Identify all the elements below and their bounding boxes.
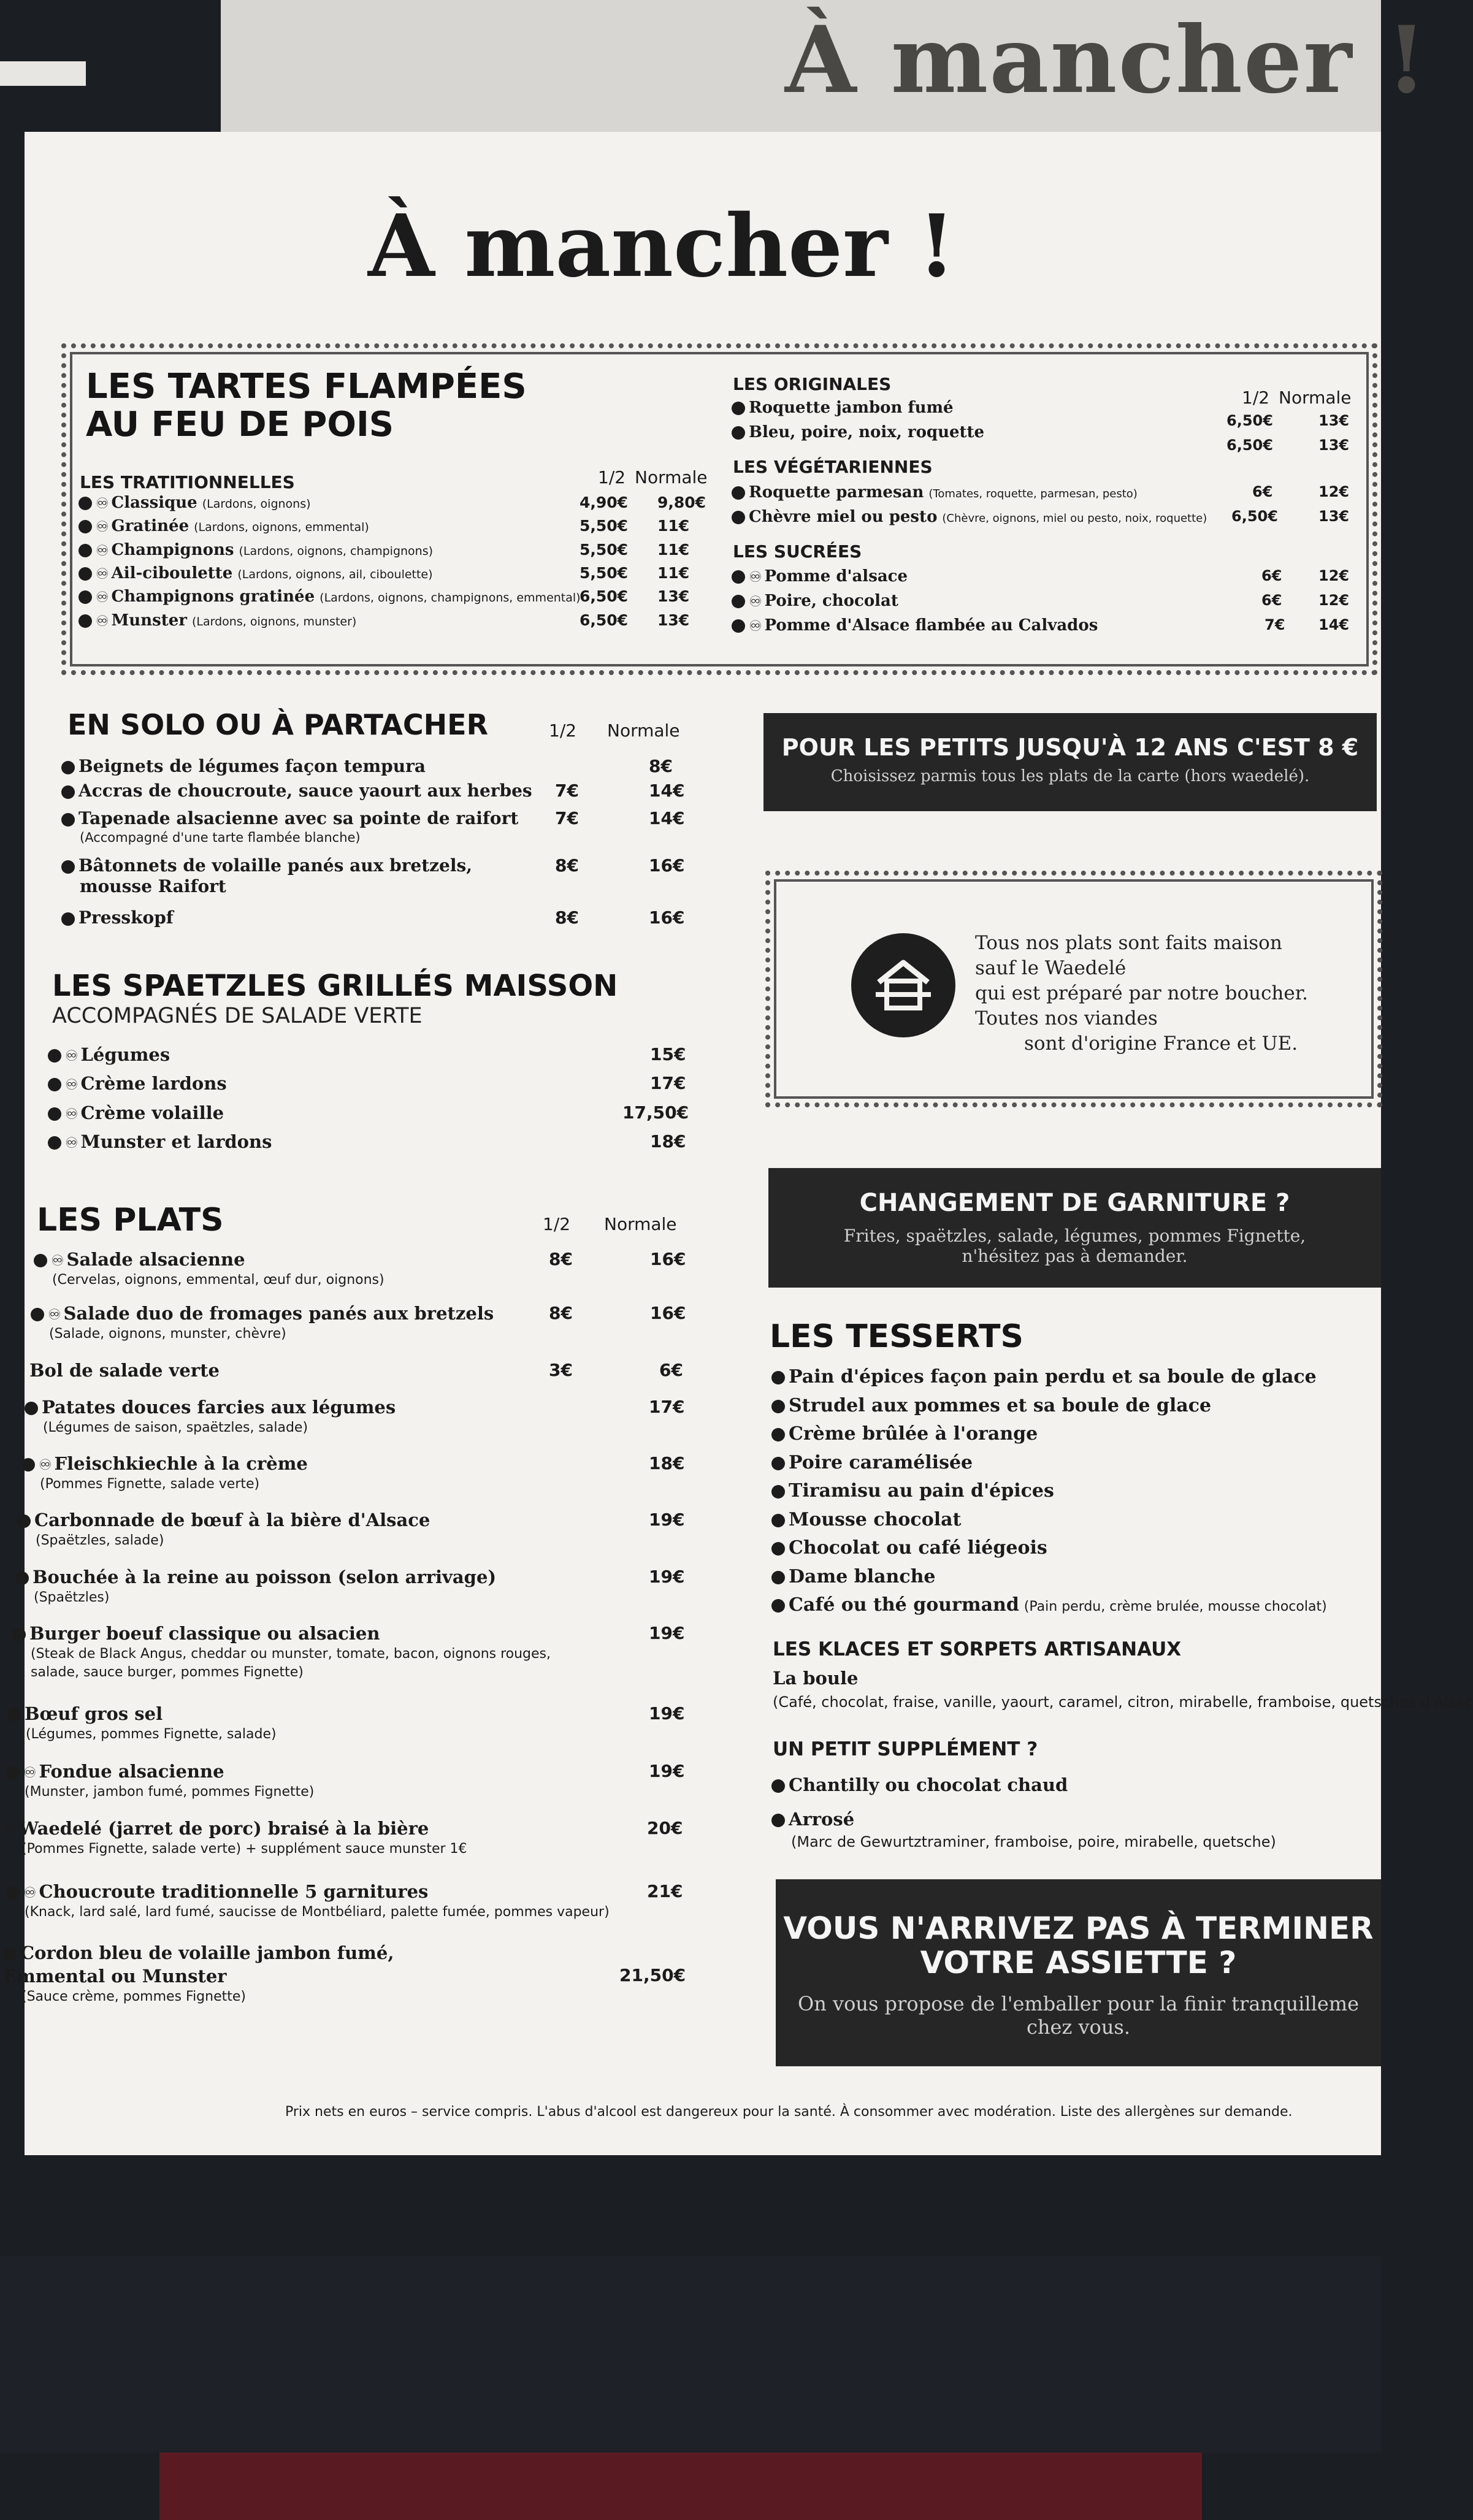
bullet-icon bbox=[61, 912, 75, 926]
solo-normal-price: 16€ bbox=[649, 855, 685, 876]
spaetzle-subtitle: ACCOMPAGNÉS DE SALADE VERTE bbox=[52, 1004, 423, 1028]
dessert-name: Dame blanche bbox=[789, 1566, 936, 1587]
solo-name: Accras de choucroute, sauce yaourt aux herbes bbox=[78, 781, 532, 801]
tarte-desc: (Lardons, oignons, emmental) bbox=[194, 521, 369, 534]
doggy-line1: On vous propose de l'emballer pour la finir tranquilleme bbox=[797, 1992, 1360, 2015]
vegetarian-icon: ♾ bbox=[65, 1105, 78, 1123]
tarte-half-price: 6€ bbox=[1252, 483, 1273, 500]
tradi-col-normal: Normale bbox=[635, 467, 708, 487]
tarte-name: Ail-ciboulette bbox=[111, 564, 233, 582]
background-dark-lap bbox=[0, 2256, 1381, 2453]
bullet-icon bbox=[771, 1428, 785, 1441]
solo-row bbox=[61, 808, 518, 829]
plat-normal-price: 21,50€ bbox=[619, 1965, 686, 1985]
tarte-row bbox=[78, 611, 356, 630]
tarte-row bbox=[732, 592, 898, 610]
bullet-icon bbox=[78, 567, 92, 581]
bullet-icon bbox=[48, 1049, 61, 1063]
tarte-half-price: 6,50€ bbox=[1231, 508, 1278, 525]
vegetarian-icon: ♾ bbox=[96, 518, 109, 535]
bullet-icon bbox=[78, 544, 92, 557]
sweet-subtitle: LES SUCRÉES bbox=[733, 541, 862, 562]
supplement-title: UN PETIT SUPPLÉMENT ? bbox=[773, 1738, 1038, 1760]
garniture-line2: n'hésitez pas à demander. bbox=[962, 1246, 1188, 1266]
tarte-name: Poire, chocolat bbox=[764, 592, 898, 610]
solo-note: (Accompagné d'une tarte flambée blanche) bbox=[80, 830, 361, 845]
tarte-half-price: 5,50€ bbox=[580, 541, 629, 559]
plat-half-price: 8€ bbox=[549, 1303, 573, 1323]
plat-row bbox=[17, 1510, 430, 1530]
plat-normal-price: 16€ bbox=[650, 1249, 686, 1269]
vegetarian-icon: ♾ bbox=[96, 495, 109, 512]
tarte-normal-price: 13€ bbox=[1318, 508, 1350, 525]
vegetarian-icon: ♾ bbox=[96, 613, 109, 630]
tarte-row bbox=[732, 508, 1207, 526]
solo-name: Presskopf bbox=[78, 907, 174, 928]
supplement-item-2: Arrosé bbox=[771, 1809, 854, 1830]
tarte-normal-price: 11€ bbox=[657, 564, 690, 582]
plat-normal-price: 16€ bbox=[650, 1303, 686, 1323]
plat-normal-price: 19€ bbox=[649, 1567, 685, 1587]
kids-box bbox=[763, 713, 1377, 811]
solo-half-price: 8€ bbox=[555, 855, 579, 876]
plats-col-half: 1/2 bbox=[543, 1214, 571, 1234]
plat-row bbox=[25, 1397, 396, 1418]
garniture-title: CHANGEMENT DE GARNITURE ? bbox=[859, 1189, 1290, 1217]
supplement-item-1: Chantilly ou chocolat chaud bbox=[771, 1774, 1068, 1795]
tarte-normal-price: 11€ bbox=[657, 541, 690, 559]
plat-row bbox=[21, 1453, 308, 1474]
plat-note: (Spaëtzles) bbox=[34, 1590, 110, 1605]
plat-name: Burger boeuf classique ou alsacien bbox=[29, 1623, 380, 1644]
solo-title: EN SOLO OU À PARTACHER bbox=[67, 708, 489, 741]
plat-row bbox=[15, 1567, 496, 1587]
house-icon bbox=[851, 933, 955, 1037]
bullet-icon bbox=[771, 1371, 785, 1384]
tarte-row bbox=[78, 494, 311, 512]
plat-normal-price: 17€ bbox=[649, 1397, 685, 1417]
dessert-row bbox=[771, 1537, 1047, 1559]
dessert-row bbox=[771, 1509, 961, 1530]
plats-title: LES PLATS bbox=[37, 1202, 224, 1239]
vegetarian-icon: ♾ bbox=[51, 1252, 64, 1269]
solo-normal-price: 14€ bbox=[649, 808, 685, 828]
tarte-normal-price: 12€ bbox=[1318, 483, 1350, 500]
bullet-icon bbox=[771, 1814, 785, 1827]
dessert-row bbox=[771, 1594, 1327, 1616]
bullet-icon bbox=[732, 511, 745, 524]
plat-note: (Steak de Black Angus, cheddar ou munster, tomate, bacon, oignons rouges, bbox=[31, 1646, 551, 1662]
vegetarian-icon: ♾ bbox=[749, 617, 762, 635]
bullet-icon bbox=[771, 1485, 785, 1499]
tarte-name: Classique bbox=[111, 494, 197, 512]
dessert-name: Mousse chocolat bbox=[789, 1509, 962, 1530]
solo-name-line2: mousse Raifort bbox=[80, 876, 226, 896]
spaetzle-name: Munster et lardons bbox=[80, 1131, 272, 1152]
plat-normal-price: 19€ bbox=[649, 1761, 685, 1781]
dessert-name: Strudel aux pommes et sa boule de glace bbox=[789, 1395, 1212, 1416]
dessert-name: Café ou thé gourmand bbox=[789, 1594, 1019, 1616]
vegetarian-icon: ♾ bbox=[39, 1456, 52, 1473]
plat-name: Patates douces farcies aux légumes bbox=[42, 1397, 396, 1418]
tradi-col-half: 1/2 bbox=[598, 467, 626, 487]
dessert-row bbox=[771, 1480, 1054, 1502]
plat-half-price: 3€ bbox=[549, 1360, 573, 1380]
veg-subtitle: LES VÉGÉTARIENNES bbox=[733, 457, 933, 477]
plat-normal-price: 21€ bbox=[647, 1881, 683, 1901]
plat-name: Waedelé (jarret de porc) braisé à la bière bbox=[18, 1818, 429, 1839]
tarte-half-price: 6€ bbox=[1261, 567, 1282, 584]
solo-name: Bâtonnets de volaille panés aux bretzels, bbox=[78, 855, 473, 876]
bullet-icon bbox=[61, 785, 75, 799]
tarte-name: Chèvre miel ou pesto bbox=[749, 508, 938, 526]
spaetzle-row bbox=[48, 1044, 170, 1065]
spaetzle-row bbox=[48, 1102, 224, 1123]
bullet-icon bbox=[25, 1402, 38, 1415]
plat-name: Carbonnade de bœuf à la bière d'Alsace bbox=[34, 1510, 430, 1530]
bullet-icon bbox=[12, 1628, 26, 1641]
tradi-subtitle: LES TRATITIONNELLES bbox=[80, 472, 295, 492]
bullet-icon bbox=[61, 860, 75, 874]
solo-name: Tapenade alsacienne avec sa pointe de raifort bbox=[78, 808, 519, 828]
vegetarian-icon: ♾ bbox=[96, 565, 109, 582]
vegetarian-icon: ♾ bbox=[749, 568, 762, 586]
plat-name: Fleischkiechle à la crème bbox=[54, 1453, 308, 1474]
tarte-normal-price: 11€ bbox=[657, 517, 690, 535]
tarte-half-price: 5,50€ bbox=[580, 564, 629, 582]
plat-row bbox=[6, 1761, 224, 1782]
orig-col-normal: Normale bbox=[1279, 388, 1352, 408]
plat-row bbox=[31, 1303, 494, 1324]
doggy-line2: chez vous. bbox=[1026, 2015, 1131, 2039]
plat-normal-price: 20€ bbox=[647, 1818, 683, 1838]
plat-note: (Sauce crème, pommes Fignette) bbox=[21, 1989, 246, 2004]
glaces-title: LES KLACES ET SORPETS ARTISANAUX bbox=[773, 1638, 1182, 1660]
plat-name: Choucroute traditionnelle 5 garnitures bbox=[39, 1881, 429, 1902]
plat-note: (Légumes de saison, spaëtzles, salade) bbox=[43, 1420, 308, 1435]
bullet-icon bbox=[771, 1542, 785, 1556]
bullet-icon bbox=[732, 570, 745, 584]
plat-note-line2: salade, sauce burger, pommes Fignette) bbox=[31, 1665, 304, 1680]
footer-note: Prix nets en euros – service compris. L'abus d'alcool est dangereux pour la santé. À consommer avec modération. Liste des allergènes sur demande. bbox=[285, 2104, 1293, 2120]
spaetzle-name: Crème lardons bbox=[80, 1073, 227, 1094]
vegetarian-icon: ♾ bbox=[65, 1047, 78, 1064]
vegetarian-icon: ♾ bbox=[23, 1764, 37, 1781]
solo-col-normal: Normale bbox=[607, 720, 680, 741]
vegetarian-icon: ♾ bbox=[65, 1076, 78, 1093]
tarte-name: Munster bbox=[111, 611, 187, 630]
tarte-desc: (Lardons, oignons) bbox=[202, 497, 311, 511]
dessert-note: (Pain perdu, crème brulée, mousse chocolat) bbox=[1023, 1599, 1327, 1614]
bullet-icon bbox=[31, 1308, 44, 1321]
bullet-icon bbox=[78, 497, 92, 510]
tarte-desc: (Tomates, roquette, parmesan, pesto) bbox=[928, 487, 1138, 500]
bullet-icon bbox=[48, 1078, 61, 1091]
bullet-icon bbox=[78, 520, 92, 533]
tarte-half-price: 6€ bbox=[1261, 592, 1282, 609]
dessert-name: Tiramisu au pain d'épices bbox=[789, 1480, 1054, 1502]
tartes-title: LES TARTES FLAMPÉES AU FEU DE POIS bbox=[86, 367, 527, 445]
bullet-icon bbox=[61, 813, 75, 827]
background-title: À mancher ! bbox=[785, 6, 1428, 114]
background-menu-sheet bbox=[221, 0, 1428, 141]
tarte-name: Roquette parmesan bbox=[749, 483, 924, 502]
bullet-icon bbox=[732, 486, 745, 500]
tarte-row bbox=[732, 567, 908, 586]
tarte-half-price: 6,50€ bbox=[1226, 412, 1273, 429]
tarte-normal-price: 13€ bbox=[1318, 412, 1350, 429]
tarte-row bbox=[78, 564, 433, 582]
tarte-normal-price: 13€ bbox=[1318, 437, 1350, 454]
bullet-icon bbox=[732, 619, 745, 633]
bullet-icon bbox=[61, 761, 75, 774]
kids-title: POUR LES PETITS JUSQU'À 12 ANS C'EST 8 € bbox=[781, 734, 1359, 761]
spaetzle-name: Légumes bbox=[80, 1044, 170, 1065]
vegetarian-icon: ♾ bbox=[96, 542, 109, 559]
glaces-note: (Café, chocolat, fraise, vanille, yaourt, caramel, citron, mirabelle, framboise, quetsches d'Alsac bbox=[773, 1693, 1473, 1711]
bullet-icon bbox=[7, 1708, 21, 1722]
plat-name: Salade alsacienne bbox=[66, 1249, 245, 1270]
background-paper-edge bbox=[0, 61, 86, 86]
tarte-normal-price: 12€ bbox=[1318, 567, 1350, 584]
solo-normal-price: 8€ bbox=[649, 756, 673, 776]
bullet-icon bbox=[6, 1886, 20, 1900]
doggy-title: VOUS N'ARRIVEZ PAS À TERMINER VOTRE ASSIETTE ? bbox=[783, 1911, 1374, 1980]
tarte-name: Pomme d'Alsace flambée au Calvados bbox=[764, 616, 1098, 635]
bullet-icon bbox=[6, 1766, 20, 1779]
solo-row bbox=[61, 781, 532, 801]
bullet-icon bbox=[78, 614, 92, 628]
tarte-half-price: 5,50€ bbox=[580, 517, 629, 535]
tarte-desc: (Chèvre, oignons, miel ou pesto, noix, roquette) bbox=[942, 512, 1207, 525]
tarte-desc: (Lardons, oignons, champignons, emmental) bbox=[319, 591, 581, 605]
plat-note: (Spaëtzles, salade) bbox=[36, 1533, 164, 1548]
plat-row bbox=[3, 1942, 394, 1963]
plat-row bbox=[12, 1623, 380, 1644]
plat-row bbox=[34, 1249, 245, 1270]
house-text: Tous nos plats sont faits maison sauf le Waedelé qui est préparé par notre boucher. Toutes nos viandes sont d'origine France et UE. bbox=[975, 932, 1309, 1055]
plat-name: Cordon bleu de volaille jambon fumé, bbox=[20, 1942, 394, 1963]
tarte-normal-price: 13€ bbox=[657, 587, 690, 605]
plat-row bbox=[7, 1703, 163, 1724]
plat-note: (Pommes Fignette, salade verte) + supplément sauce munster 1€ bbox=[21, 1841, 467, 1857]
plat-normal-price: 19€ bbox=[649, 1703, 685, 1724]
solo-half-price: 7€ bbox=[555, 781, 579, 801]
plat-normal-price: 6€ bbox=[659, 1360, 683, 1380]
orig-subtitle: LES ORIGINALES bbox=[733, 374, 892, 394]
plat-note: (Munster, jambon fumé, pommes Fignette) bbox=[25, 1784, 315, 1800]
bullet-icon bbox=[48, 1107, 61, 1121]
plat-note: (Pommes Fignette, salade verte) bbox=[40, 1476, 260, 1492]
plat-note: (Salade, oignons, munster, chèvre) bbox=[49, 1326, 286, 1342]
bullet-icon bbox=[771, 1599, 785, 1613]
dessert-row bbox=[771, 1366, 1317, 1388]
solo-half-price: 7€ bbox=[555, 808, 579, 828]
dessert-name: Crème brûlée à l'orange bbox=[789, 1423, 1038, 1445]
spaetzle-row bbox=[48, 1073, 227, 1094]
tarte-half-price: 7€ bbox=[1264, 616, 1285, 633]
tarte-desc: (Lardons, oignons, munster) bbox=[192, 615, 357, 628]
spaetzle-price: 18€ bbox=[650, 1131, 686, 1151]
tarte-name: Pomme d'alsace bbox=[764, 567, 908, 586]
spaetzle-name: Crème volaille bbox=[80, 1102, 224, 1123]
plat-name: Bœuf gros sel bbox=[25, 1703, 163, 1724]
tarte-normal-price: 9,80€ bbox=[657, 494, 706, 511]
tarte-half-price: 6,50€ bbox=[1226, 437, 1273, 454]
tarte-desc: (Lardons, oignons, ail, ciboulette) bbox=[237, 568, 433, 581]
tarte-normal-price: 13€ bbox=[657, 611, 690, 629]
bullet-icon bbox=[771, 1514, 785, 1527]
bullet-icon bbox=[771, 1571, 785, 1584]
bullet-icon bbox=[771, 1779, 785, 1793]
bullet-icon bbox=[48, 1136, 61, 1150]
bullet-icon bbox=[17, 1514, 31, 1528]
dessert-row bbox=[771, 1566, 936, 1587]
plat-name: Bol de salade verte bbox=[29, 1360, 220, 1381]
bullet-icon bbox=[732, 402, 745, 415]
bullet-icon bbox=[78, 590, 92, 604]
spaetzle-title: LES SPAETZLES GRILLÉS MAISSON bbox=[52, 969, 618, 1003]
bullet-icon bbox=[3, 1947, 17, 1961]
tarte-half-price: 6,50€ bbox=[580, 611, 629, 629]
doggy-box bbox=[776, 1879, 1381, 2066]
plat-half-price: 8€ bbox=[549, 1249, 573, 1269]
solo-normal-price: 14€ bbox=[649, 781, 685, 801]
dessert-row bbox=[771, 1395, 1211, 1416]
bullet-icon bbox=[34, 1254, 47, 1267]
tarte-row bbox=[78, 517, 369, 535]
solo-name: Beignets de légumes façon tempura bbox=[78, 756, 426, 776]
spaetzle-price: 15€ bbox=[650, 1044, 686, 1064]
tarte-half-price: 6,50€ bbox=[580, 587, 629, 605]
desserts-title: LES TESSERTS bbox=[770, 1318, 1023, 1355]
plat-note: (Cervelas, oignons, emmental, œuf dur, oignons) bbox=[52, 1272, 385, 1288]
tarte-row bbox=[78, 587, 581, 606]
dessert-name: Pain d'épices façon pain perdu et sa boule de glace bbox=[789, 1366, 1317, 1388]
tarte-name: Gratinée bbox=[111, 517, 189, 535]
vegetarian-icon: ♾ bbox=[23, 1884, 37, 1901]
garniture-box bbox=[768, 1168, 1381, 1288]
spaetzle-price: 17,50€ bbox=[622, 1102, 689, 1123]
orig-col-half: 1/2 bbox=[1242, 388, 1270, 408]
solo-row bbox=[61, 756, 426, 777]
plat-name: Bouchée à la reine au poisson (selon arrivage) bbox=[33, 1567, 497, 1587]
plat-name-line2: Emmental ou Munster bbox=[3, 1966, 227, 1987]
tarte-name: Champignons bbox=[111, 541, 234, 559]
plat-normal-price: 19€ bbox=[649, 1510, 685, 1530]
vegetarian-icon: ♾ bbox=[65, 1134, 78, 1151]
solo-half-price: 8€ bbox=[555, 907, 579, 928]
dessert-row bbox=[771, 1452, 973, 1473]
solo-col-half: 1/2 bbox=[549, 720, 577, 741]
plat-note: (Légumes, pommes Fignette, salade) bbox=[26, 1727, 277, 1742]
tarte-normal-price: 14€ bbox=[1318, 616, 1350, 633]
bullet-icon bbox=[771, 1400, 785, 1413]
kids-text: Choisissez parmis tous les plats de la carte (hors waedelé). bbox=[830, 767, 1310, 785]
tarte-row bbox=[732, 423, 984, 441]
bullet-icon bbox=[15, 1571, 29, 1585]
tarte-row bbox=[732, 616, 1098, 635]
tarte-row bbox=[732, 399, 954, 417]
plat-name: Salade duo de fromages panés aux bretzels bbox=[63, 1303, 494, 1324]
tarte-row bbox=[78, 541, 433, 559]
tarte-row bbox=[732, 483, 1138, 502]
tarte-name: Champignons gratinée bbox=[111, 587, 315, 606]
bullet-icon bbox=[771, 1457, 785, 1470]
plat-row bbox=[29, 1360, 220, 1381]
solo-row bbox=[61, 907, 174, 928]
glaces-item: La boule bbox=[773, 1668, 859, 1689]
bullet-icon bbox=[21, 1458, 35, 1472]
dessert-name: Chocolat ou café liégeois bbox=[789, 1537, 1047, 1559]
plat-note: (Knack, lard salé, lard fumé, saucisse de Montbéliard, palette fumée, pommes vapeur) bbox=[25, 1904, 610, 1920]
vegetarian-icon: ♾ bbox=[749, 593, 762, 610]
vegetarian-icon: ♾ bbox=[96, 589, 109, 606]
vegetarian-icon: ♾ bbox=[3, 1821, 17, 1838]
dessert-name: Poire caramélisée bbox=[789, 1452, 973, 1473]
tarte-desc: (Lardons, oignons, champignons) bbox=[239, 544, 434, 558]
plats-col-normal: Normale bbox=[604, 1214, 677, 1234]
solo-row bbox=[61, 855, 472, 876]
tarte-name: Roquette jambon fumé bbox=[749, 399, 954, 417]
solo-normal-price: 16€ bbox=[649, 907, 685, 928]
supplement-item-2-note: (Marc de Gewurtztraminer, framboise, poire, mirabelle, quetsche) bbox=[791, 1833, 1276, 1850]
page-title: À mancher ! bbox=[368, 196, 956, 297]
garniture-line1: Frites, spaëtzles, salade, légumes, pommes Fignette, bbox=[843, 1226, 1306, 1246]
tarte-name: Bleu, poire, noix, roquette bbox=[749, 423, 985, 441]
plat-name: Fondue alsacienne bbox=[39, 1761, 224, 1782]
tarte-half-price: 4,90€ bbox=[580, 494, 629, 511]
plat-normal-price: 18€ bbox=[649, 1453, 685, 1473]
dessert-row bbox=[771, 1423, 1038, 1445]
plat-normal-price: 19€ bbox=[649, 1623, 685, 1643]
spaetzle-row bbox=[48, 1131, 272, 1152]
spaetzle-price: 17€ bbox=[650, 1073, 686, 1093]
tarte-normal-price: 12€ bbox=[1318, 592, 1350, 609]
vegetarian-icon: ♾ bbox=[48, 1306, 61, 1323]
plat-row bbox=[3, 1818, 429, 1839]
plat-row bbox=[6, 1881, 428, 1902]
bullet-icon bbox=[732, 426, 745, 440]
bullet-icon bbox=[732, 595, 745, 608]
